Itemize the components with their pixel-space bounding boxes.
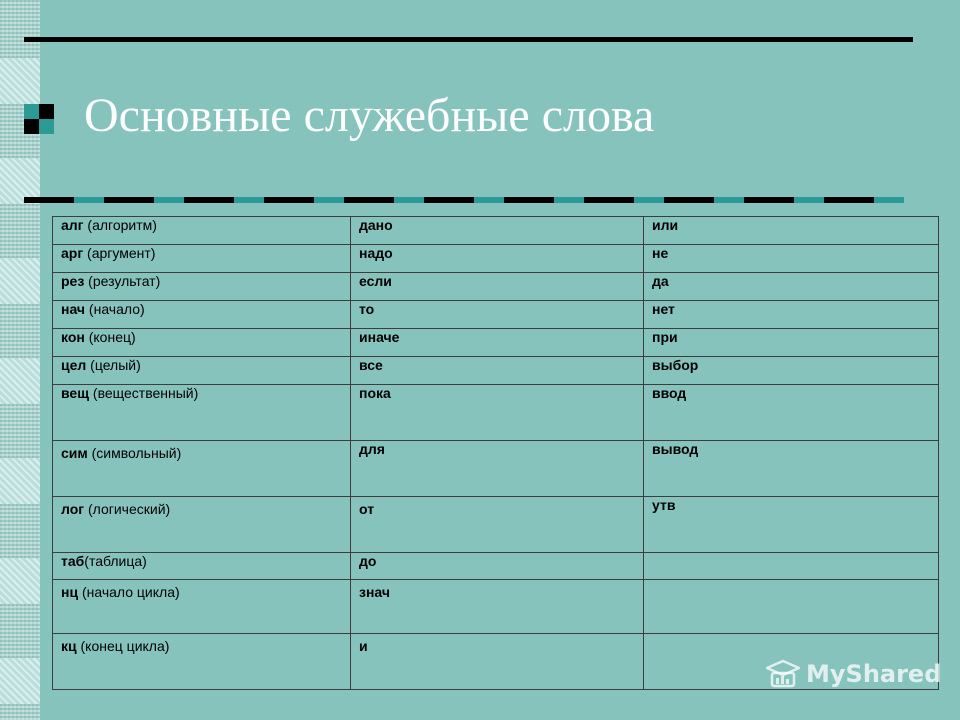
table-cell: [53, 385, 351, 441]
table-cell: [644, 329, 939, 357]
table-row: [53, 580, 939, 634]
keyword-translation: (аргумент): [83, 245, 156, 261]
dashed-divider: [24, 197, 904, 203]
table-cell: [644, 357, 939, 385]
table-row: [53, 385, 939, 441]
keyword-text: цел: [61, 357, 87, 373]
table-cell: [351, 301, 644, 329]
table-cell: [53, 217, 351, 245]
side-pattern-band: [0, 258, 40, 304]
table-cell: [53, 301, 351, 329]
keyword-text: дано: [359, 217, 393, 233]
side-pattern-band: [0, 358, 40, 404]
table-cell: [351, 357, 644, 385]
table-cell: [53, 497, 351, 553]
table-cell: [644, 273, 939, 301]
keyword-translation: (вещественный): [89, 385, 199, 401]
keyword-text: до: [359, 553, 377, 569]
keyword-text: нач: [61, 301, 86, 317]
side-pattern-band: [0, 58, 40, 104]
table-row: [53, 357, 939, 385]
table-cell: [53, 441, 351, 497]
table-cell: [644, 580, 939, 634]
table-cell: [351, 553, 644, 580]
keyword-translation: (начало цикла): [78, 584, 180, 600]
keyword-text: лог: [61, 501, 85, 517]
table-cell: [53, 553, 351, 580]
side-pattern-band: [0, 458, 40, 504]
top-rule: [24, 37, 913, 42]
keyword-text: выбор: [652, 357, 699, 373]
table-cell: [644, 217, 939, 245]
table-cell: [644, 385, 939, 441]
keyword-text: таб: [61, 553, 85, 569]
title-bullet-icon: [24, 104, 54, 134]
keyword-text: да: [652, 273, 669, 289]
table-cell: [351, 217, 644, 245]
table-cell: [351, 245, 644, 273]
keyword-text: от: [359, 501, 375, 517]
keyword-text: все: [359, 357, 383, 373]
table-row: [53, 441, 939, 497]
keyword-text: надо: [359, 245, 393, 261]
side-pattern-band: [0, 558, 40, 604]
keyword-text: то: [359, 301, 375, 317]
table-cell: [351, 385, 644, 441]
keyword-text: или: [652, 217, 679, 233]
keyword-translation: (начало): [85, 301, 145, 317]
keyword-text: рез: [61, 273, 85, 289]
keyword-text: сим: [61, 445, 88, 461]
keyword-text: ввод: [652, 385, 687, 401]
table-row: [53, 273, 939, 301]
table-cell: [351, 273, 644, 301]
table-cell: [644, 497, 939, 553]
table-cell: [351, 497, 644, 553]
table-cell: [351, 441, 644, 497]
keyword-translation: (алгоритм): [83, 217, 157, 233]
table-cell: [53, 329, 351, 357]
keyword-text: вывод: [652, 441, 699, 457]
mortarboard-icon: [766, 658, 800, 690]
keyword-text: иначе: [359, 329, 400, 345]
table-row: [53, 497, 939, 553]
keyword-text: не: [652, 245, 669, 261]
table-cell: [644, 553, 939, 580]
keyword-translation: (результат): [84, 273, 161, 289]
keyword-text: нц: [61, 584, 79, 600]
table-row: [53, 301, 939, 329]
watermark-text: MyShared: [806, 660, 942, 688]
table-cell: [53, 580, 351, 634]
keyword-translation: (символьный): [87, 445, 182, 461]
keywords-table: [52, 216, 942, 690]
keyword-translation: (конец цикла): [76, 638, 170, 654]
table-row: [53, 245, 939, 273]
table-row: [53, 553, 939, 580]
table-cell: [53, 273, 351, 301]
keyword-text: знач: [359, 584, 390, 600]
keyword-text: алг: [61, 217, 84, 233]
keyword-text: и: [359, 638, 368, 654]
table-cell: [644, 441, 939, 497]
keyword-text: для: [359, 441, 385, 457]
keyword-text: арг: [61, 245, 84, 261]
keyword-text: если: [359, 273, 392, 289]
table-cell: [351, 634, 644, 690]
keyword-text: вещ: [61, 385, 90, 401]
keyword-text: кон: [61, 329, 85, 345]
table-cell: [53, 245, 351, 273]
table-cell: [644, 245, 939, 273]
keyword-text: при: [652, 329, 678, 345]
keyword-text: кц: [61, 638, 77, 654]
table-row: [53, 329, 939, 357]
side-pattern-band: [0, 658, 40, 704]
table-row: [53, 217, 939, 245]
slide-title: Основные служебные слова: [84, 89, 655, 142]
keyword-text: пока: [359, 385, 391, 401]
watermark: [766, 656, 941, 692]
table-cell: [351, 580, 644, 634]
keyword-text: утв: [652, 497, 676, 513]
table-cell: [53, 357, 351, 385]
keyword-translation: (таблица): [84, 553, 147, 569]
table-cell: [53, 634, 351, 690]
keyword-translation: (целый): [86, 357, 141, 373]
keyword-translation: (логический): [84, 501, 171, 517]
keyword-text: нет: [652, 301, 675, 317]
table-cell: [644, 301, 939, 329]
table-cell: [351, 329, 644, 357]
keyword-translation: (конец): [84, 329, 136, 345]
